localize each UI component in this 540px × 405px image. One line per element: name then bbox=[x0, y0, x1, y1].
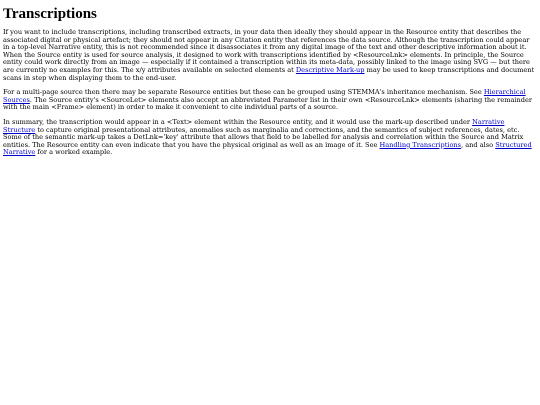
paragraph-summary-text: In summary, the transcription would appear in a <Text> element within the Resource entity, and it would use the mark-up described under bbox=[3, 117, 473, 126]
paragraph-intro-text: If you want to include transcriptions, including transcribed extracts, in your data then ideally they should appear in the Resource entity that describes the associated digital or physical artefact; they should not appear in any Citation entity that references the data source. Although the transcription could appear in a top-level Narrative entity, this is not recommended since it disassociates it from any digital image of the text and other descriptive information about it. bbox=[3, 28, 530, 52]
paragraph-source-analysis bbox=[3, 52, 537, 82]
paragraph-source-analysis-text: When the Source entity is used for source analysis, it designed to work with transcriptions identified by <ResourceLnk> elements. In principle, the Source entity could work directly from an image — especially if it contained a transcription within its meta-data, possibly linked to the image using SVG — but there are currently no examples for this. The x/y attributes available on selected elements at bbox=[3, 50, 530, 74]
link-structured-narrative[interactable]: Structured Narrative bbox=[3, 140, 532, 157]
paragraph-summary-middle: to capture original presentational attributes, anomalies such as marginalia and corrections, and the semantics of subject references, dates, etc. Some of the semantic mark-up takes a DetLnk='key' attribute that allows that field to be labelled for analysis and correlation within the Source and Matrix entities. The Resource entity can even indicate that you have the physical original as well as an image of it. See bbox=[3, 125, 524, 149]
link-hierarchical-sources[interactable]: Hierarchical Sources bbox=[3, 88, 526, 104]
link-descriptive-markup[interactable]: Descriptive Mark-up bbox=[295, 65, 365, 74]
page-content bbox=[0, 0, 540, 157]
paragraph-summary-join: , and also bbox=[461, 140, 496, 149]
page-title: Transcriptions bbox=[3, 6, 97, 22]
link-handling-transcriptions[interactable]: Handling Transcriptions bbox=[379, 140, 462, 149]
paragraph-summary-tail: for a worked example. bbox=[35, 148, 113, 157]
paragraph-intro bbox=[3, 29, 537, 52]
paragraph-summary bbox=[3, 119, 537, 157]
link-narrative-structure[interactable]: Narrative Structure bbox=[3, 117, 505, 134]
paragraph-multi-page-text: For a multi-page source then there may be separate Resource entities but these can be grouped using STEMMA's inheritance mechanism. See bbox=[3, 88, 484, 97]
paragraph-source-analysis-tail: may be used to keep transcriptions and document scans in step when displaying them to the end-user. bbox=[3, 65, 535, 82]
paragraph-multi-page bbox=[3, 89, 537, 112]
paragraph-multi-page-tail: . The Source entity's <SourceLet> elements also accept an abbreviated Parameter list in their own <ResourceLnk> elements (sharing the remainder with the main <Frame> element) in order to make it convenient to cite individual parts of a source. bbox=[3, 95, 533, 112]
